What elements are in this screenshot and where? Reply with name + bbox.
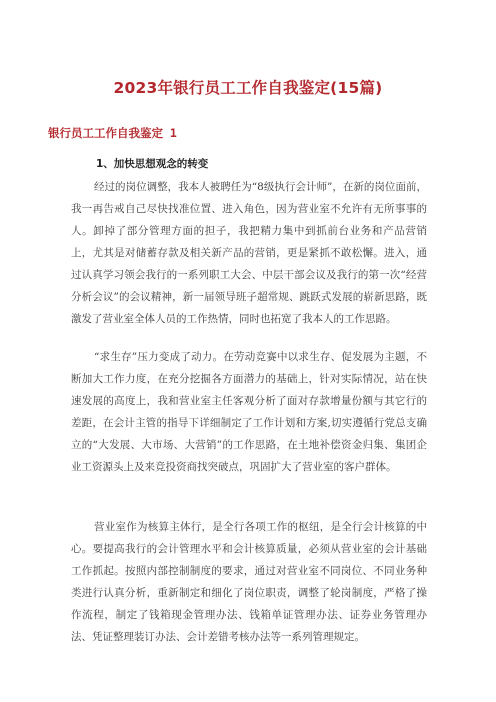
body-paragraph: 营业室作为核算主体行，是全行各项工作的枢纽，是全行会计核算的中心。要提高我行的会计管理水平和会计核算质量，必须从营业室的会计基础工作抓起。按照内部控制制度的要求，通过对营业室不同岗位、不同业务种类进行认真分析，重新制定和细化了岗位职责，调整了轮岗制度，严格了操作流程，制定了钱箱现金管理办法、钱箱单证管理办法、证券业务管理办法、凭证整理装订办法、会计差错考核办法等一系列管理规定。 bbox=[71, 521, 427, 643]
sub-heading: 1、加快思想观念的转变 bbox=[96, 158, 209, 170]
document-title: 2023年银行员工工作自我鉴定(15篇) bbox=[113, 79, 383, 97]
section-title: 银行员工工作自我鉴定 1 bbox=[48, 126, 177, 140]
body-paragraph: “求生存”压力变成了动力。在劳动竞赛中以求生存、促发展为主题，不断加大工作力度，在充分挖掘各方面潜力的基础上，针对实际情况，站在快速发展的高度上，我和营业室主任客观分析了面对存款增量份额与其它行的差距，在会计主管的指导下详细制定了工作计划和方案,切实遵循行党总支确立的“大发展、大市场、大营销”的工作思路，在土地补偿资金归集、集团企业工资源头上及来竞投资商找突破点，巩固扩大了营业室的客户群体。 bbox=[71, 351, 427, 473]
body-paragraph: 经过的岗位调整，我本人被聘任为“8级执行会计师”，在新的岗位面前，我一再告戒自己尽快找准位置、进入角色，因为营业室不允许有无所事事的人。卸掉了部分管理方面的担子，我把精力集中到抓前台业务和产品营销上，尤其是对储蓄存款及相关新产品的营销，更是紧抓不敢松懈。进入，通过认真学习领会我行的一系列职工大会、中层干部会议及我行的第一次“经营分析会议”的会议精神，新一届领导班子超常规、跳跃式发展的崭新思路，既激发了营业室全体人员的工作热情，同时也拓宽了我本人的工作思路。 bbox=[71, 181, 427, 325]
